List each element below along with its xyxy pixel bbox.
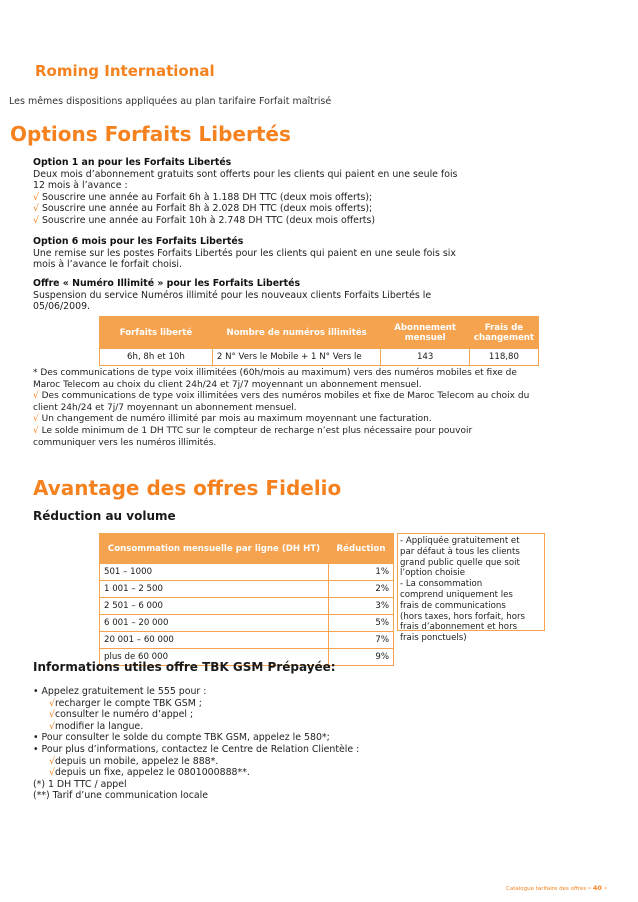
options-title: Options Forfaits Libertés [10,122,291,146]
option6-line1: Une remise sur les postes Forfaits Libertés pour les clients qui paient en une seule fois six [33,247,456,259]
option6-heading: Option 6 mois pour les Forfaits Libertés [33,236,244,247]
reduction-row: 1 001 – 2 500 2% [100,581,394,598]
info-line: √depuis un mobile, appelez le 888*. [49,755,219,767]
forfaits-header-cell: Forfaits liberté [100,317,213,349]
check-icon: √ [33,214,39,226]
reduction-row: 6 001 – 20 000 5% [100,615,394,632]
check-icon: √ [33,425,39,436]
option6-block [33,236,473,271]
page-footer [506,884,607,892]
info-line: • Appelez gratuitement le 555 pour : [33,686,207,697]
check-icon: √ [33,414,39,425]
option1-bullet: √ Souscrire une année au Forfait 6h à 1.188 DH TTC (deux mois offerts); [33,191,373,203]
note-line: Maroc Telecom au choix du client 24h/24 et 7j/7 moyennant un abonnement mensuel. [33,379,422,390]
offre-heading: Offre « Numéro Illimité » pour les Forfaits Libertés [33,278,301,289]
check-icon: √ [49,755,55,767]
note-line: √ Des communications de type voix illimitées vers des numéros mobiles et fixe de Maroc Telecom au choix du [33,391,530,402]
offre-line2: 05/06/2009. [33,301,91,313]
footer-label: Catalogue tarifaire des offres [506,886,587,892]
forfaits-table [99,316,539,366]
check-icon: √ [49,767,55,779]
note-line: communiquer vers les numéros illimités. [33,437,217,448]
roming-intro: Les mêmes dispositions appliquées au plan tarifaire Forfait maîtrisé [9,96,332,107]
option1-block [33,157,473,227]
forfaits-cell: 143 [381,349,469,366]
info-line: (*) 1 DH TTC / appel [33,778,127,790]
check-icon: √ [49,709,55,721]
check-icon: √ [49,697,55,709]
forfaits-notes [33,368,533,449]
forfaits-cell: 6h, 8h et 10h [100,349,213,366]
offre-line1: Suspension du service Numéros illimité pour les nouveaux clients Forfaits Libertés le [33,289,432,301]
reduction-header-cell: Réduction [329,534,394,564]
info-line: √depuis un fixe, appelez le 0801000888**. [49,767,250,779]
reduction-row: 2 501 – 6 000 3% [100,598,394,615]
note-line: √ Un changement de numéro illimité par mois au maximum moyennant une facturation. [33,414,432,425]
check-icon: √ [33,391,39,402]
reduction-row: plus de 60 000 9% [100,649,394,666]
option1-line1: Deux mois d’abonnement gratuits sont offerts pour les clients qui paient en une seule fois [33,168,458,180]
note-line: client 24h/24 et 7j/7 moyennant un abonnement mensuel. [33,402,297,413]
reduction-table [99,533,394,666]
note-line: * Des communications de type voix illimitées (60h/mois au maximum) vers des numéros mobiles et fixe de [33,368,517,378]
forfaits-header-cell: Nombre de numéros illimités [212,317,381,349]
option6-line2: mois à l’avance le forfait choisi. [33,259,182,271]
reduction-note: - Appliquée gratuitement et par défaut à tous les clients grand public quelle que soit l’option choisie - La consommation comprend uniquement les frais de communications (hors taxes, hors forfait, hors frais d’abonnement et hors frais ponctuels) [397,533,545,631]
offre-block [33,278,471,313]
check-icon: √ [33,191,39,203]
info-title: Informations utiles offre TBK GSM Prépayée: [33,660,336,674]
page-number: - 40 - [587,884,607,892]
info-line: √recharger le compte TBK GSM ; [49,697,202,709]
info-line: • Pour plus d’informations, contactez le Centre de Relation Clientèle : [33,743,360,755]
check-icon: √ [33,203,39,215]
roming-title: Roming International [35,62,215,80]
forfaits-cell: 2 N° Vers le Mobile + 1 N° Vers le [212,349,381,366]
info-line: √modifier la langue. [49,720,144,732]
reduction-subtitle: Réduction au volume [33,509,176,523]
forfaits-header-cell: Frais de changement [469,317,538,349]
note-line: √ Le solde minimum de 1 DH TTC sur le compteur de recharge n’est plus nécessaire pour pouvoir [33,425,473,436]
reduction-row: 20 001 – 60 000 7% [100,632,394,649]
avantage-title: Avantage des offres Fidelio [33,476,342,500]
option1-bullet: √ Souscrire une année au Forfait 10h à 2.748 DH TTC (deux mois offerts) [33,214,376,226]
info-line: √consulter le numéro d’appel ; [49,709,194,721]
info-line: • Pour consulter le solde du compte TBK GSM, appelez le 580*; [33,732,330,744]
check-icon: √ [49,720,55,732]
option1-heading: Option 1 an pour les Forfaits Libertés [33,157,232,168]
forfaits-cell: 118,80 [469,349,538,366]
info-block [33,686,359,802]
option1-line2: 12 mois à l’avance : [33,180,128,192]
reduction-row: 501 – 1000 1% [100,564,394,581]
info-line: (**) Tarif d’une communication locale [33,790,208,802]
reduction-header-cell: Consommation mensuelle par ligne (DH HT) [100,534,329,564]
forfaits-header-cell: Abonnement mensuel [381,317,469,349]
option1-bullet: √ Souscrire une année au Forfait 8h à 2.028 DH TTC (deux mois offerts); [33,203,373,215]
